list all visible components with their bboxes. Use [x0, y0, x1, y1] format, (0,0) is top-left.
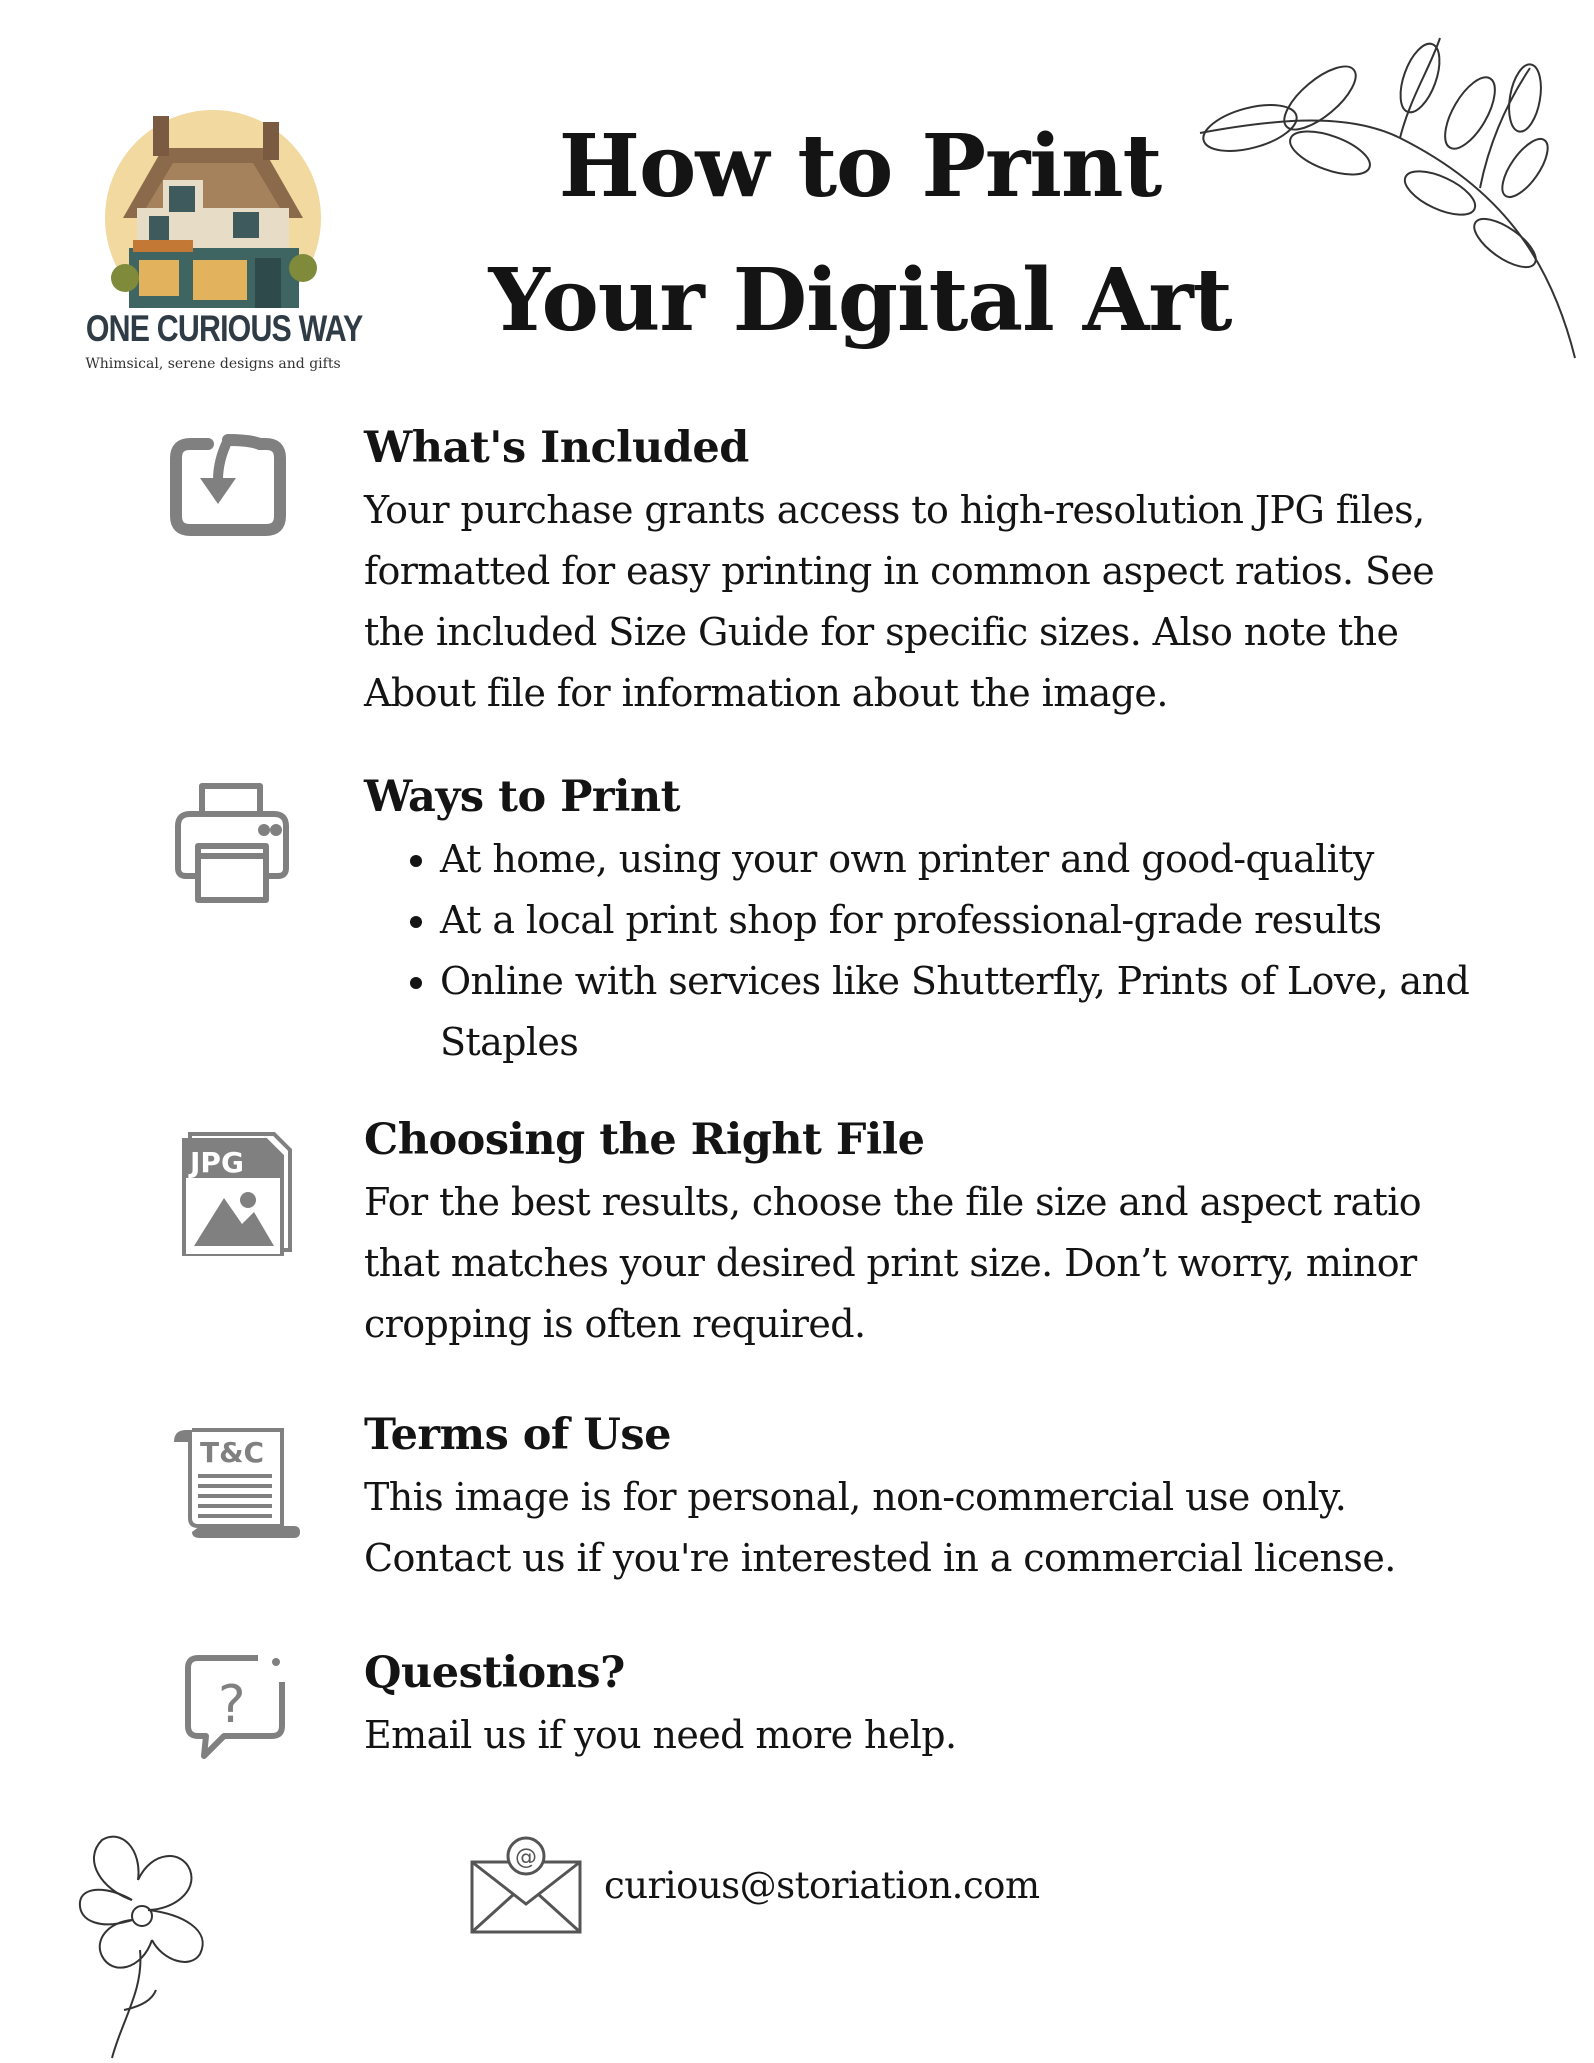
- leaf-branch-icon: [1180, 28, 1580, 368]
- print-options-list: [364, 829, 1504, 1073]
- jpg-file-icon: [178, 1128, 294, 1256]
- section-body: For the best results, choose the file size and aspect ratio that matches your desired print size. Don’t worry, minor cropping is often required.: [364, 1180, 1422, 1346]
- contact-row: [468, 1836, 1168, 1936]
- section-body: This image is for personal, non-commercial use only. Contact us if you're interested in a commercial license.: [364, 1475, 1396, 1580]
- question-mark: ?: [218, 1675, 246, 1735]
- flower-icon: [72, 1830, 222, 2060]
- section-ways-to-print: [364, 769, 1504, 1073]
- house-logo-icon: [103, 108, 323, 308]
- jpg-label: JPG: [190, 1146, 244, 1179]
- email-envelope-icon: [468, 1836, 584, 1936]
- section-heading: Questions?: [364, 1648, 625, 1698]
- svg-text:@: @: [515, 1845, 537, 1870]
- brand-logo: [58, 108, 368, 378]
- question-bubble-icon: [182, 1652, 292, 1764]
- brand-name: ONE CURIOUS WAY: [85, 308, 363, 349]
- section-terms-of-use: [364, 1407, 1504, 1589]
- section-body: Your purchase grants access to high-resolution JPG files, formatted for easy printing in common aspect ratios. See the included Size Guide for specific sizes. Also note the About file for information about the image.: [364, 488, 1435, 715]
- section-heading: What's Included: [364, 423, 749, 473]
- section-choosing-file: [364, 1112, 1504, 1355]
- download-icon: [170, 432, 286, 538]
- section-heading: Ways to Print: [364, 772, 681, 822]
- page-title-line-1: How to Print: [558, 116, 1162, 217]
- section-questions: [364, 1645, 1504, 1766]
- section-body: Email us if you need more help.: [364, 1713, 957, 1757]
- terms-label: T&C: [200, 1436, 265, 1469]
- section-heading: Terms of Use: [364, 1410, 671, 1460]
- page-title: [440, 100, 1280, 368]
- section-heading: Choosing the Right File: [364, 1115, 925, 1165]
- list-item: • At a local print shop for professional-grade results: [440, 890, 1504, 951]
- list-item: • At home, using your own printer and good-quality: [440, 829, 1504, 890]
- printer-icon: [170, 780, 294, 904]
- brand-tagline: Whimsical, serene designs and gifts: [85, 356, 341, 372]
- terms-scroll-icon: [170, 1424, 300, 1542]
- list-item: • Online with services like Shutterfly, Prints of Love, and Staples: [440, 951, 1504, 1073]
- contact-email[interactable]: curious@storiation.com: [604, 1864, 1040, 1907]
- section-whats-included: [364, 420, 1504, 724]
- page-title-line-2: Your Digital Art: [488, 250, 1232, 351]
